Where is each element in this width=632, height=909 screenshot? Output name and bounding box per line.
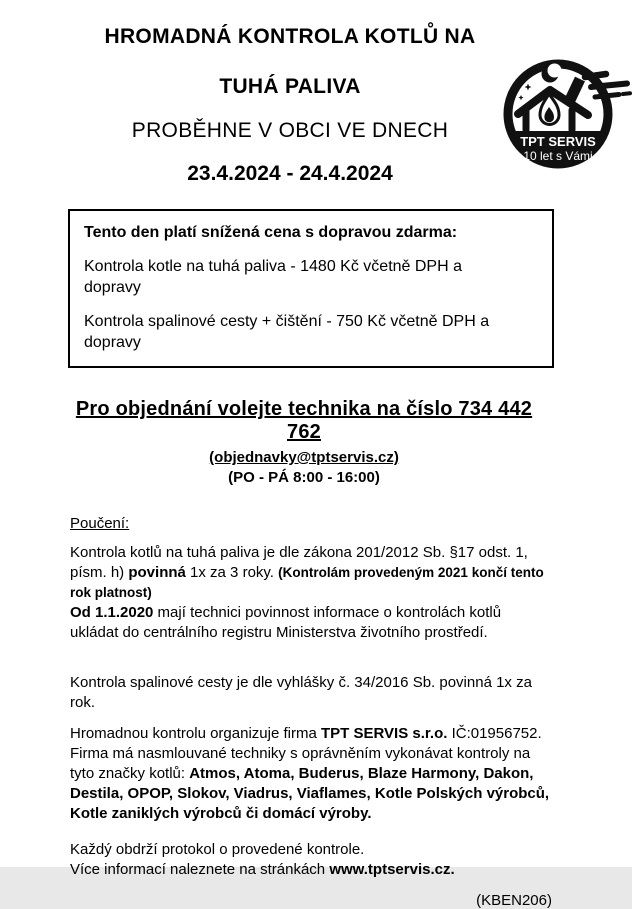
office-hours-line: (PO - PÁ 8:00 - 16:00) xyxy=(228,469,380,486)
price-item-boiler: Kontrola kotle na tuhá paliva - 1480 Kč včetně DPH a dopravy xyxy=(84,258,462,296)
page-title-line2: TUHÁ PALIVA xyxy=(219,75,361,98)
law-text: Kontrola kotlů na tuhá paliva je dle zákona 201/2012 Sb. §17 odst. 1, písm. h) xyxy=(70,544,528,581)
notice-paragraph-law: Kontrola kotlů na tuhá paliva je dle zákona 201/2012 Sb. §17 odst. 1, písm. h) povinná 1x za 3 roky. (Kontrolám provedeným 2021 končí tento rok platnost) Od 1.1.2020 mají technici povinnost informace o kontrolách kotlů ukládat do centrálního registru Ministerstva životního prostředí. xyxy=(70,544,544,641)
protocol-line: Každý obdrží protokol o provedené kontrole. xyxy=(70,841,365,858)
notice-paragraph-protocol: Každý obdrží protokol o provedené kontrole. Více informací naleznete na stránkách www.tptservis.cz. xyxy=(70,840,552,880)
price-item-flue: Kontrola spalinové cesty + čištění - 750 Kč včetně DPH a dopravy xyxy=(84,313,490,351)
notice-paragraph-flue: Kontrola spalinové cesty je dle vyhlášky č. 34/2016 Sb. povinná 1x za rok. xyxy=(70,674,532,711)
footer-code: (KBEN206) xyxy=(476,892,552,909)
contact-block xyxy=(58,398,550,486)
registry-date: Od 1.1.2020 xyxy=(70,604,154,621)
tpt-servis-logo xyxy=(500,52,632,174)
event-dates: 23.4.2024 - 24.4.2024 xyxy=(187,162,393,185)
notice-paragraph-company: Hromadnou kontrolu organizuje firma TPT SERVIS s.r.o. IČ:01956752. Firma má nasmlouvané techniky s oprávněním vykonávat kontroly na tyto značky kotlů: Atmos, Atoma, Buderus, Blaze Harmony, Dakon, Destila, OPOP, Slokov, Viadrus, Viaflames, Kotle Polských výrobců, Kotle zaniklých výrobců či domácí výroby. xyxy=(70,725,550,822)
price-box-heading: Tento den platí snížená cena s dopravou zdarma: xyxy=(84,224,458,241)
law-note-2021: (Kontrolám provedeným 2021 končí tento rok platnost) xyxy=(70,565,544,600)
law-mandatory: povinná xyxy=(128,564,186,581)
registry-text: mají technici povinnost informace o kontrolách kotlů ukládat do centrálního registru Ministerstva životního prostředí. xyxy=(70,604,502,641)
subtitle: PROBĚHNE V OBCI VE DNECH xyxy=(131,119,449,142)
notice-heading: Poučení: xyxy=(70,515,130,532)
boiler-brands: Atmos, Atoma, Buderus, Blaze Harmony, Dakon, Destila, OPOP, Slokov, Viadrus, Viaflames, Kotle Polských výrobců, Kotle zaniklých výrobců či domácí výroby. xyxy=(70,765,550,822)
logo-tagline: 10 let s Vámi xyxy=(523,149,593,163)
website-url: www.tptservis.cz. xyxy=(329,861,455,878)
notice-section xyxy=(70,514,552,880)
price-box xyxy=(68,209,554,368)
company-name: TPT SERVIS s.r.o. xyxy=(320,725,448,742)
phone-line: Pro objednání volejte technika na číslo 734 442 762 xyxy=(75,398,533,443)
title-block xyxy=(64,0,516,187)
email-line: (objednavky@tptservis.cz) xyxy=(209,449,399,466)
logo-name: TPT SERVIS xyxy=(520,134,596,149)
page-title-line1: HROMADNÁ KONTROLA KOTLŮ NA xyxy=(104,25,476,48)
